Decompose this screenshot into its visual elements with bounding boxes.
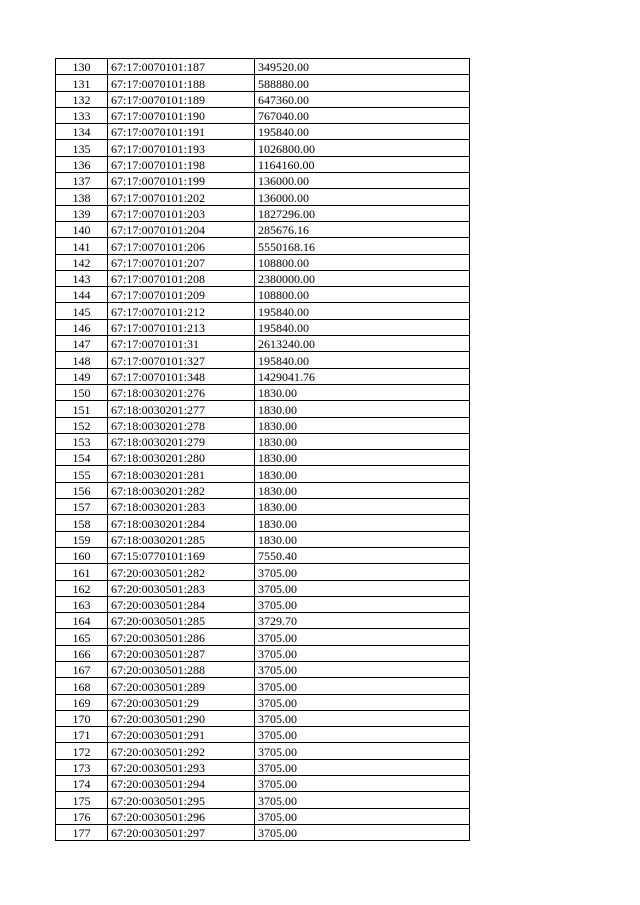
cadastral-value: 3705.00 xyxy=(255,792,470,808)
row-number: 135 xyxy=(56,140,108,156)
cadastral-number: 67:18:0030201:278 xyxy=(108,417,255,433)
cadastral-number: 67:17:0070101:199 xyxy=(108,173,255,189)
table-row xyxy=(56,75,470,91)
cadastral-number: 67:20:0030501:291 xyxy=(108,727,255,743)
cadastral-number: 67:17:0070101:209 xyxy=(108,287,255,303)
row-number: 130 xyxy=(56,59,108,75)
cadastral-number: 67:17:0070101:193 xyxy=(108,140,255,156)
row-number: 161 xyxy=(56,564,108,580)
row-number: 168 xyxy=(56,678,108,694)
cadastral-number: 67:20:0030501:285 xyxy=(108,613,255,629)
row-number: 131 xyxy=(56,75,108,91)
table-row xyxy=(56,694,470,710)
row-number: 156 xyxy=(56,482,108,498)
cadastral-number: 67:20:0030501:284 xyxy=(108,596,255,612)
table-row xyxy=(56,368,470,384)
cadastral-number: 67:17:0070101:213 xyxy=(108,319,255,335)
cadastral-number: 67:18:0030201:280 xyxy=(108,450,255,466)
cadastral-value: 1830.00 xyxy=(255,401,470,417)
cadastral-number: 67:18:0030201:285 xyxy=(108,531,255,547)
cadastral-value: 3705.00 xyxy=(255,710,470,726)
cadastral-number: 67:20:0030501:29 xyxy=(108,694,255,710)
cadastral-value: 3705.00 xyxy=(255,694,470,710)
table-row xyxy=(56,91,470,107)
cadastral-number: 67:17:0070101:189 xyxy=(108,91,255,107)
table-row xyxy=(56,792,470,808)
table-row xyxy=(56,450,470,466)
table-row xyxy=(56,661,470,677)
cadastral-value: 1830.00 xyxy=(255,482,470,498)
row-number: 137 xyxy=(56,173,108,189)
cadastral-value: 3705.00 xyxy=(255,645,470,661)
cadastral-number: 67:20:0030501:287 xyxy=(108,645,255,661)
row-number: 133 xyxy=(56,107,108,123)
cadastral-number: 67:18:0030201:281 xyxy=(108,466,255,482)
cadastral-value: 349520.00 xyxy=(255,59,470,75)
cadastral-number: 67:20:0030501:297 xyxy=(108,824,255,840)
cadastral-value: 1830.00 xyxy=(255,499,470,515)
row-number: 143 xyxy=(56,270,108,286)
cadastral-number: 67:17:0070101:207 xyxy=(108,254,255,270)
cadastral-value: 1830.00 xyxy=(255,417,470,433)
cadastral-number: 67:17:0070101:188 xyxy=(108,75,255,91)
table-row xyxy=(56,743,470,759)
table-row xyxy=(56,776,470,792)
cadastral-value: 3705.00 xyxy=(255,824,470,840)
cadastral-value: 3729.70 xyxy=(255,613,470,629)
table-row xyxy=(56,254,470,270)
row-number: 145 xyxy=(56,303,108,319)
row-number: 166 xyxy=(56,645,108,661)
cadastral-number: 67:20:0030501:293 xyxy=(108,759,255,775)
table-row xyxy=(56,515,470,531)
table-row xyxy=(56,303,470,319)
cadastral-value: 3705.00 xyxy=(255,743,470,759)
cadastral-number: 67:17:0070101:202 xyxy=(108,189,255,205)
cadastral-number: 67:20:0030501:288 xyxy=(108,661,255,677)
cadastral-value: 3705.00 xyxy=(255,580,470,596)
row-number: 170 xyxy=(56,710,108,726)
cadastral-value: 3705.00 xyxy=(255,564,470,580)
cadastral-value: 108800.00 xyxy=(255,287,470,303)
row-number: 174 xyxy=(56,776,108,792)
table-row xyxy=(56,629,470,645)
row-number: 146 xyxy=(56,319,108,335)
cadastral-value: 3705.00 xyxy=(255,596,470,612)
table-row xyxy=(56,482,470,498)
cadastral-number: 67:17:0070101:206 xyxy=(108,238,255,254)
row-number: 138 xyxy=(56,189,108,205)
cadastral-number: 67:17:0070101:31 xyxy=(108,336,255,352)
row-number: 164 xyxy=(56,613,108,629)
row-number: 144 xyxy=(56,287,108,303)
cadastral-value: 108800.00 xyxy=(255,254,470,270)
cadastral-value: 3705.00 xyxy=(255,727,470,743)
row-number: 171 xyxy=(56,727,108,743)
cadastral-number: 67:18:0030201:276 xyxy=(108,384,255,400)
table-row xyxy=(56,205,470,221)
cadastral-value: 195840.00 xyxy=(255,303,470,319)
cadastral-number: 67:20:0030501:296 xyxy=(108,808,255,824)
cadastral-value: 1026800.00 xyxy=(255,140,470,156)
cadastral-value: 2613240.00 xyxy=(255,336,470,352)
row-number: 167 xyxy=(56,661,108,677)
table-row xyxy=(56,221,470,237)
cadastral-value: 1830.00 xyxy=(255,384,470,400)
table-row xyxy=(56,613,470,629)
cadastral-value: 1830.00 xyxy=(255,450,470,466)
cadastral-number: 67:20:0030501:286 xyxy=(108,629,255,645)
table-row xyxy=(56,499,470,515)
cadastral-value: 1164160.00 xyxy=(255,156,470,172)
row-number: 152 xyxy=(56,417,108,433)
cadastral-value: 195840.00 xyxy=(255,124,470,140)
table-row xyxy=(56,596,470,612)
cadastral-number: 67:17:0070101:208 xyxy=(108,270,255,286)
table-row xyxy=(56,384,470,400)
cadastral-value: 1830.00 xyxy=(255,515,470,531)
cadastral-value: 3705.00 xyxy=(255,678,470,694)
table-body xyxy=(56,59,470,841)
table-row xyxy=(56,727,470,743)
table-row xyxy=(56,580,470,596)
cadastral-number: 67:18:0030201:283 xyxy=(108,499,255,515)
row-number: 150 xyxy=(56,384,108,400)
row-number: 163 xyxy=(56,596,108,612)
cadastral-number: 67:20:0030501:294 xyxy=(108,776,255,792)
cadastral-number: 67:20:0030501:282 xyxy=(108,564,255,580)
row-number: 177 xyxy=(56,824,108,840)
row-number: 158 xyxy=(56,515,108,531)
cadastral-number: 67:17:0070101:191 xyxy=(108,124,255,140)
cadastral-value: 3705.00 xyxy=(255,661,470,677)
table-row xyxy=(56,319,470,335)
table-row xyxy=(56,564,470,580)
row-number: 176 xyxy=(56,808,108,824)
cadastral-number: 67:20:0030501:289 xyxy=(108,678,255,694)
row-number: 172 xyxy=(56,743,108,759)
row-number: 175 xyxy=(56,792,108,808)
table-row xyxy=(56,401,470,417)
cadastral-number: 67:18:0030201:284 xyxy=(108,515,255,531)
cadastral-number: 67:20:0030501:283 xyxy=(108,580,255,596)
table-row xyxy=(56,531,470,547)
cadastral-number: 67:20:0030501:292 xyxy=(108,743,255,759)
cadastral-number: 67:17:0070101:190 xyxy=(108,107,255,123)
cadastral-value: 767040.00 xyxy=(255,107,470,123)
table-row xyxy=(56,156,470,172)
cadastral-value: 1830.00 xyxy=(255,466,470,482)
table-row xyxy=(56,808,470,824)
row-number: 149 xyxy=(56,368,108,384)
table-row xyxy=(56,824,470,840)
table-row xyxy=(56,173,470,189)
cadastral-value: 588880.00 xyxy=(255,75,470,91)
row-number: 141 xyxy=(56,238,108,254)
cadastral-value: 136000.00 xyxy=(255,173,470,189)
table-row xyxy=(56,140,470,156)
row-number: 148 xyxy=(56,352,108,368)
row-number: 173 xyxy=(56,759,108,775)
cadastral-value: 195840.00 xyxy=(255,319,470,335)
table-row xyxy=(56,645,470,661)
cadastral-number: 67:17:0070101:203 xyxy=(108,205,255,221)
row-number: 155 xyxy=(56,466,108,482)
row-number: 136 xyxy=(56,156,108,172)
cadastral-value: 195840.00 xyxy=(255,352,470,368)
table-row xyxy=(56,466,470,482)
cadastral-value: 3705.00 xyxy=(255,759,470,775)
cadastral-number: 67:18:0030201:282 xyxy=(108,482,255,498)
row-number: 142 xyxy=(56,254,108,270)
row-number: 132 xyxy=(56,91,108,107)
cadastral-value: 5550168.16 xyxy=(255,238,470,254)
cadastral-value: 7550.40 xyxy=(255,547,470,563)
cadastral-number: 67:18:0030201:277 xyxy=(108,401,255,417)
row-number: 134 xyxy=(56,124,108,140)
cadastral-number: 67:17:0070101:204 xyxy=(108,221,255,237)
cadastral-number: 67:17:0070101:187 xyxy=(108,59,255,75)
row-number: 159 xyxy=(56,531,108,547)
table-row xyxy=(56,59,470,75)
cadastral-value: 1830.00 xyxy=(255,531,470,547)
table-row xyxy=(56,270,470,286)
table-row xyxy=(56,678,470,694)
table-row xyxy=(56,287,470,303)
row-number: 154 xyxy=(56,450,108,466)
row-number: 157 xyxy=(56,499,108,515)
table-row xyxy=(56,238,470,254)
cadastral-number: 67:17:0070101:327 xyxy=(108,352,255,368)
table-row xyxy=(56,107,470,123)
row-number: 151 xyxy=(56,401,108,417)
cadastral-value: 136000.00 xyxy=(255,189,470,205)
cadastral-number: 67:17:0070101:212 xyxy=(108,303,255,319)
cadastral-value: 2380000.00 xyxy=(255,270,470,286)
cadastral-value: 1827296.00 xyxy=(255,205,470,221)
table-row xyxy=(56,547,470,563)
row-number: 160 xyxy=(56,547,108,563)
cadastral-value: 1429041.76 xyxy=(255,368,470,384)
row-number: 165 xyxy=(56,629,108,645)
cadastral-number: 67:15:0770101:169 xyxy=(108,547,255,563)
row-number: 162 xyxy=(56,580,108,596)
cadastral-value-table xyxy=(55,58,470,841)
row-number: 139 xyxy=(56,205,108,221)
table-row xyxy=(56,417,470,433)
cadastral-value: 647360.00 xyxy=(255,91,470,107)
cadastral-value: 285676.16 xyxy=(255,221,470,237)
row-number: 169 xyxy=(56,694,108,710)
table-row xyxy=(56,336,470,352)
cadastral-number: 67:18:0030201:279 xyxy=(108,433,255,449)
row-number: 153 xyxy=(56,433,108,449)
table-row xyxy=(56,124,470,140)
cadastral-value: 3705.00 xyxy=(255,629,470,645)
cadastral-number: 67:20:0030501:290 xyxy=(108,710,255,726)
cadastral-value: 3705.00 xyxy=(255,808,470,824)
cadastral-number: 67:17:0070101:198 xyxy=(108,156,255,172)
table-row xyxy=(56,433,470,449)
row-number: 140 xyxy=(56,221,108,237)
cadastral-number: 67:17:0070101:348 xyxy=(108,368,255,384)
row-number: 147 xyxy=(56,336,108,352)
cadastral-value: 3705.00 xyxy=(255,776,470,792)
cadastral-value: 1830.00 xyxy=(255,433,470,449)
table-row xyxy=(56,352,470,368)
table-row xyxy=(56,710,470,726)
cadastral-number: 67:20:0030501:295 xyxy=(108,792,255,808)
table-row xyxy=(56,189,470,205)
table-row xyxy=(56,759,470,775)
